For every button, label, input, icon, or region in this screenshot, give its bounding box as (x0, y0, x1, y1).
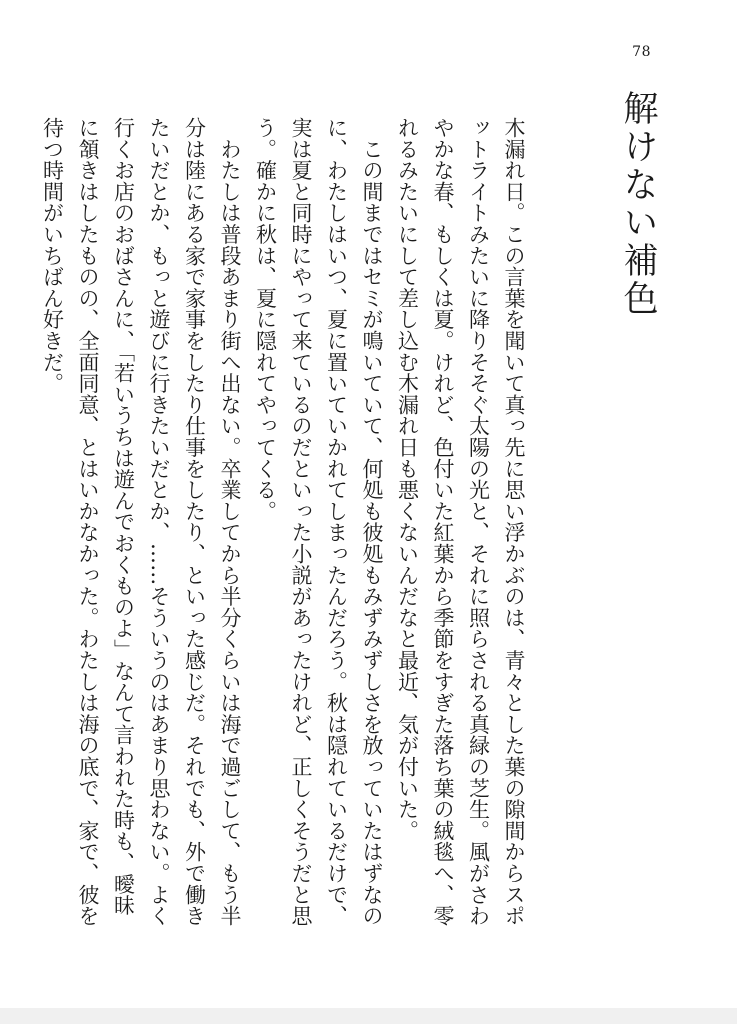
paragraph: わたしは普段あまり街へ出ない。卒業してから半分くらいは海で過ごして、もう半分は陸にある家で家事をしたり仕事をしたり、といった感じだ。それでも、外で働きたいだとか、もっと遊びに行きたいだとか、……そういうのはあまり思わない。よく行くお店のおばさんに、「若いうちは遊んでおくものよ」なんて言われた時も、曖昧に頷きはしたものの、全面同意、とはいかなかった。わたしは海の底で、家で、彼を待つ時間がいちばん好きだ。 (40, 117, 242, 927)
viewer-footer-strip (0, 1008, 737, 1024)
paragraph: この間まではセミが鳴いていて、何処も彼処もみずみずしさを放っていたはずなのに、わたしはいつ、夏に置いていかれてしまったんだろう。秋は隠れているだけで、実は夏と同時にやって来ているのだといった小説があったけれど、正しくそうだと思う。確かに秋は、夏に隠れてやってくる。 (253, 117, 384, 927)
chapter-title: 解けない補色 (618, 90, 658, 318)
paragraph: 木漏れ日。この言葉を聞いて真っ先に思い浮かぶのは、青々とした葉の隙間からスポットライトみたいに降りそそぐ太陽の光と、それに照らされる真緑の芝生。風がさわやかな春、もしくは夏。けれど、色付いた紅葉から季節をすぎた落ち葉の絨毯へ、零れるみたいにして差し込む木漏れ日も悪くないんだなと最近、気が付いた。 (395, 117, 526, 927)
page-number: 78 (632, 44, 651, 60)
body-text (34, 117, 531, 927)
